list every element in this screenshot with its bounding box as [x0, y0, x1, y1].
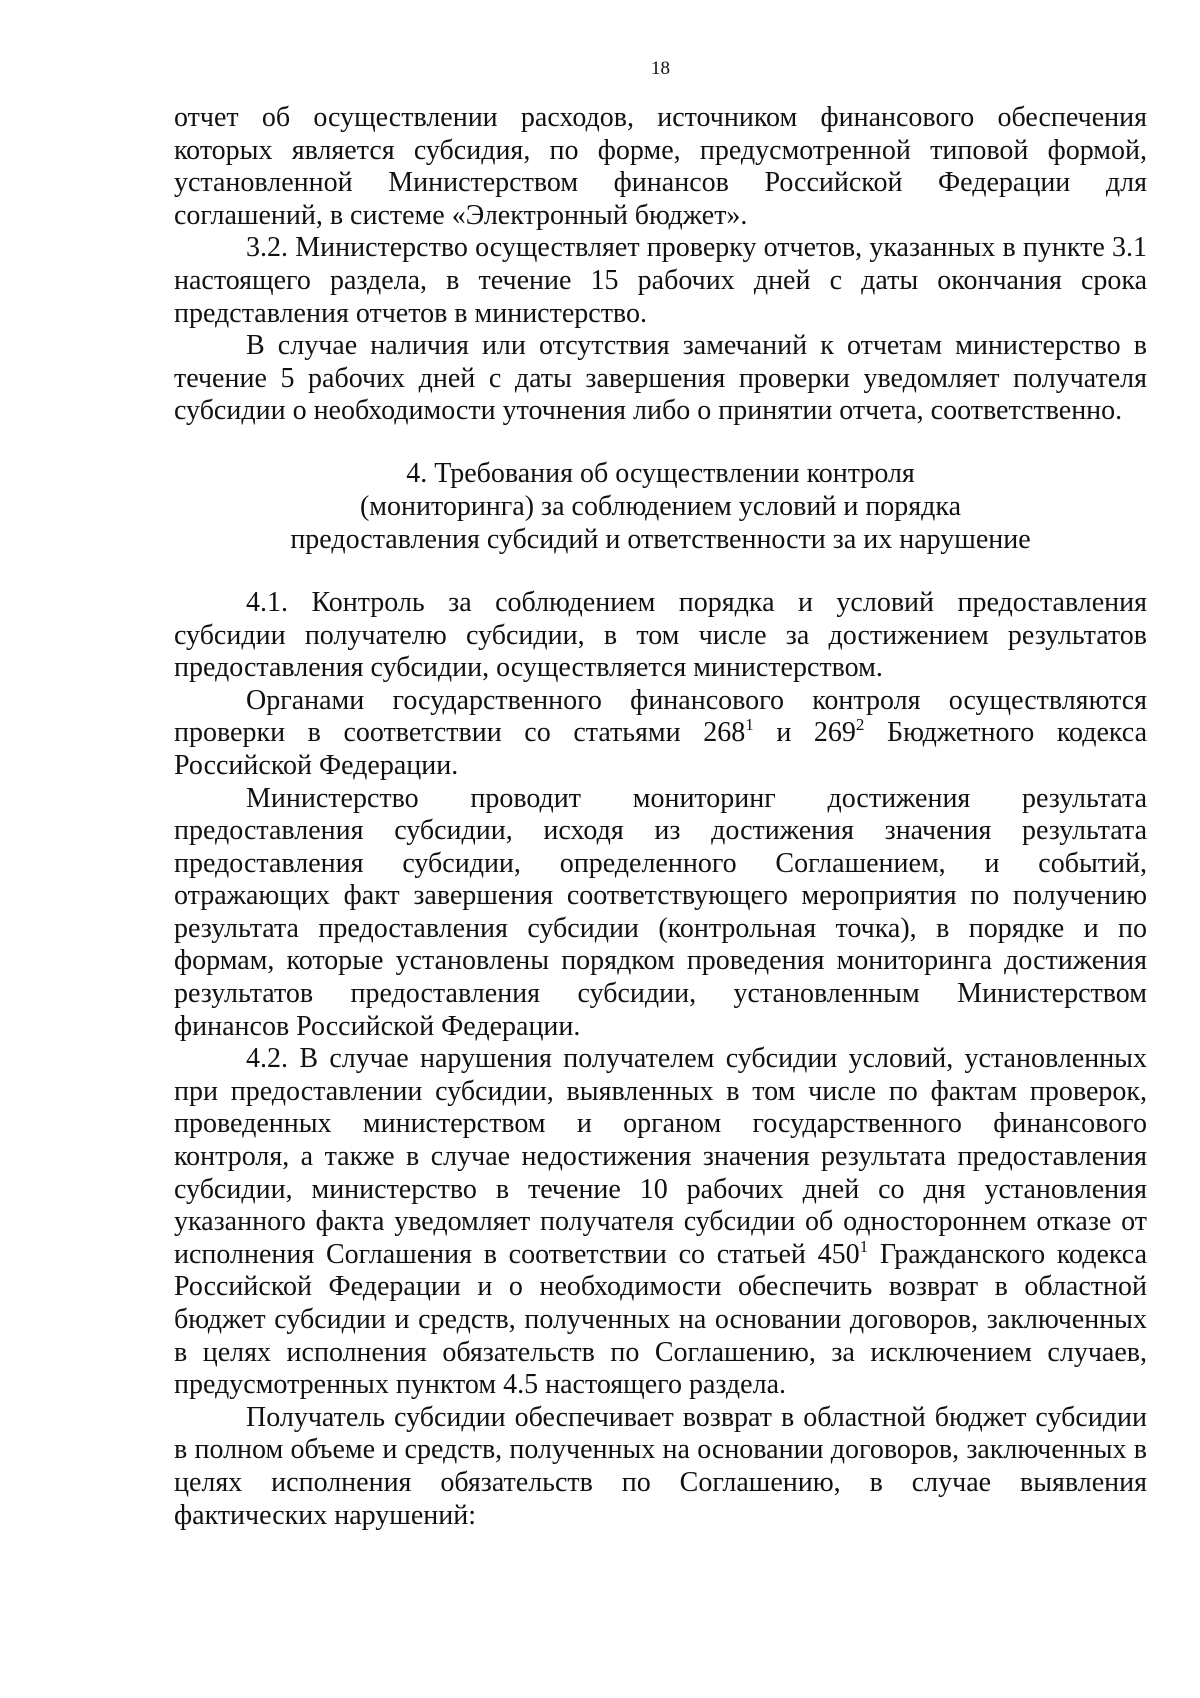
superscript: 2: [855, 715, 865, 735]
text-run: Бюджетного кодекса Российской Федерации.: [174, 717, 1147, 781]
text-run: 4.2. В случае нарушения получателем субсидии условий, установленных при предоставлении субсидии, выявленных в том числе по фактам проверок, проведенных министерством и органом государственного финансового контроля, а также в случае недостижения значения результата предоставления субсидии, министерство в течение 10 рабочих дней со дня установления указанного факта уведомляет получателя субсидии об одностороннем отказе от исполнения Соглашения в соответствии со статьей 450: [174, 1043, 1147, 1270]
superscript: 1: [745, 715, 754, 735]
paragraph-remarks: В случае наличия или отсутствия замечаний к отчетам министерство в течение 5 рабочих дней с даты завершения проверки уведомляет получателя субсидии о необходимости уточнения либо о принятии отчета, соответственно.: [174, 330, 1147, 427]
paragraph-refund: Получатель субсидии обеспечивает возврат в областной бюджет субсидии в полном объеме и средств, полученных на основании договоров, заключенных в целях исполнения обязательств по Соглашению, в случае выявления фактических нарушений:: [174, 1401, 1147, 1531]
paragraph-report-form: отчет об осуществлении расходов, источником финансового обеспечения которых является субсидия, по форме, предусмотренной типовой формой, установленной Министерством финансов Российской Федерации для соглашений, в системе «Электронный бюджет».: [174, 102, 1147, 231]
document-page: [174, 58, 1147, 1532]
section-4-heading: [174, 457, 1147, 556]
section-4-heading-line: (мониторинга) за соблюдением условий и порядка: [359, 490, 962, 522]
section-4-heading-line: предоставления субсидий и ответственности за их нарушение: [290, 523, 1031, 555]
section-4-heading-line: 4. Требования об осуществлении контроля: [406, 457, 915, 489]
paragraph-financial-control: [174, 685, 1147, 783]
paragraph-3-2: 3.2. Министерство осуществляет проверку отчетов, указанных в пункте 3.1 настоящего раздела, в течение 15 рабочих дней с даты окончания срока представления отчетов в министерство.: [174, 232, 1147, 329]
text-run: и 269: [753, 717, 856, 749]
paragraph-monitoring: Министерство проводит мониторинг достижения результата предоставления субсидии, исходя из достижения значения результата предоставления субсидии, определенного Соглашением, и событий, отражающих факт завершения соответствующего мероприятия по получению результата предоставления субсидии (контрольная точка), в порядке и по формам, которые установлены порядком проведения мониторинга достижения результатов предоставления субсидии, установленным Министерством финансов Российской Федерации.: [174, 782, 1147, 1042]
paragraph-4-2: [174, 1043, 1147, 1402]
text-run: Гражданского кодекса Российской Федерации и о необходимости обеспечить возврат в областной бюджет субсидии и средств, полученных на основании договоров, заключенных в целях исполнения обязательств по Соглашению, за исключением случаев, предусмотренных пунктом 4.5 настоящего раздела.: [174, 1238, 1147, 1401]
text-run: Органами государственного финансового контроля осуществляются проверки в соответствии со статьями 268: [174, 684, 1147, 749]
page-number: 18: [651, 58, 670, 79]
superscript: 1: [859, 1236, 869, 1256]
paragraph-4-1: 4.1. Контроль за соблюдением порядка и условий предоставления субсидии получателю субсидии, в том числе за достижением результатов предоставления субсидии, осуществляется министерством.: [174, 586, 1147, 684]
